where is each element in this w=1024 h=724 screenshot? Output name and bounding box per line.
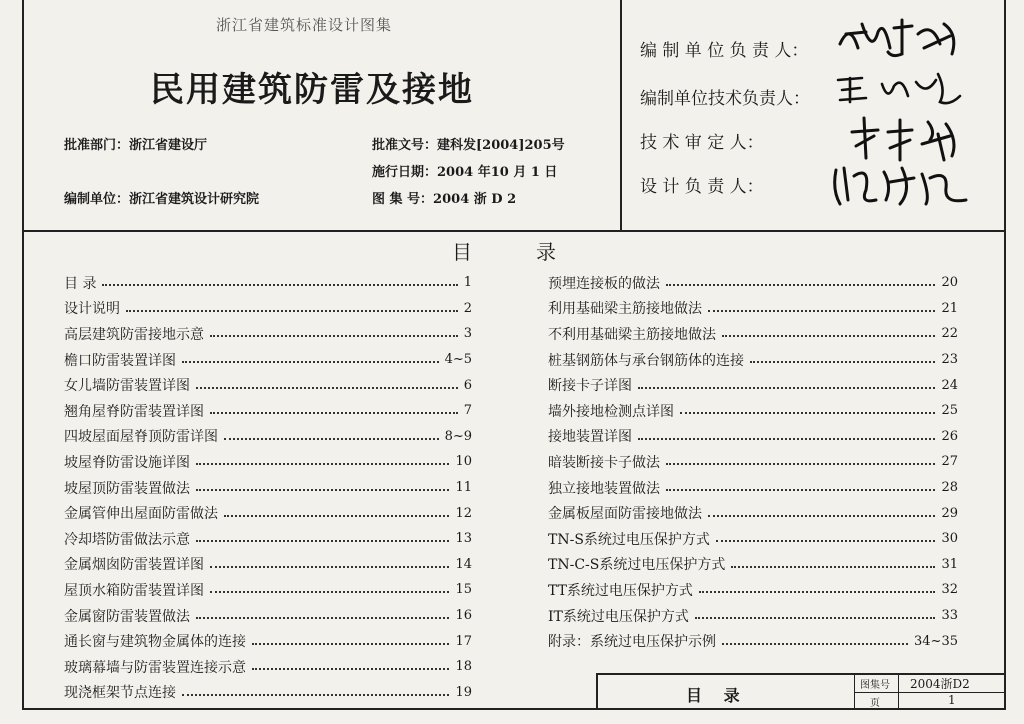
toc-leader [722, 642, 908, 645]
toc-label: 暗装断接卡子做法 [548, 454, 660, 471]
toc-label: 坡屋顶防雷装置做法 [64, 480, 190, 497]
toc-item[interactable] [64, 270, 472, 296]
toc-item[interactable] [64, 321, 472, 347]
toc-item[interactable] [548, 603, 958, 629]
toc-page: 17 [455, 633, 472, 649]
toc-leader [708, 309, 935, 312]
toc-item[interactable] [64, 603, 472, 629]
header-divider-horizontal [22, 230, 1006, 232]
toc-label: 坡屋脊防雷设施详图 [64, 454, 190, 471]
header-divider-vertical [620, 0, 622, 232]
toc-leader [731, 565, 935, 568]
toc-page: 8~9 [444, 428, 472, 444]
toc-page: 30 [941, 531, 958, 547]
toc-leader [750, 360, 935, 363]
toc-leader [224, 514, 449, 517]
toc-page: 1 [463, 275, 472, 291]
toc-label: 金属板屋面防雷接地做法 [548, 506, 702, 523]
toc-label: 四坡屋面屋脊顶防雷详图 [64, 429, 218, 446]
resp-row-tech-head [640, 84, 830, 109]
toc-item[interactable] [548, 347, 958, 373]
toc-page: 20 [941, 275, 958, 291]
title-block [596, 673, 1006, 710]
toc-item[interactable] [548, 475, 958, 501]
toc-item[interactable] [64, 680, 472, 706]
toc-item[interactable] [548, 321, 958, 347]
toc-label: 现浇框架节点连接 [64, 685, 176, 702]
toc-item[interactable] [64, 526, 472, 552]
toc-page: 10 [455, 454, 472, 470]
toc-label: 翘角屋脊防雷装置详图 [64, 403, 204, 420]
toc-leader [680, 411, 935, 414]
toc-leader [708, 514, 935, 517]
toc-page: 26 [941, 428, 958, 444]
toc-leader [196, 386, 458, 389]
toc-leader [252, 667, 449, 670]
title-block-name: 目 录 [686, 686, 748, 705]
toc-item[interactable] [64, 654, 472, 680]
toc-label: 金属窗防雷装置做法 [64, 608, 190, 625]
toc-leader [182, 693, 449, 696]
toc-item[interactable] [548, 628, 958, 654]
toc-item[interactable] [64, 372, 472, 398]
toc-leader [638, 437, 935, 440]
main-title: 民用建筑防雷及接地 [150, 70, 474, 110]
toc-label: 屋顶水箱防雷装置详图 [64, 582, 204, 599]
toc-label: TN-S系统过电压保护方式 [548, 531, 710, 548]
toc-label: 断接卡子详图 [548, 378, 632, 395]
toc-item[interactable] [64, 449, 472, 475]
toc-page: 24 [941, 377, 958, 393]
toc-item[interactable] [548, 296, 958, 322]
resp-row-reviewer [640, 128, 830, 153]
resp-row-unit-head [640, 36, 830, 61]
toc-label: 不利用基础梁主筋接地做法 [548, 326, 716, 343]
resp-label: 技 术 审 定 人： [640, 133, 764, 153]
toc-label: TN-C-S系统过电压保护方式 [548, 557, 726, 574]
title-block-divider [854, 692, 1006, 693]
toc-leader [699, 590, 936, 593]
toc-label: 冷却塔防雷做法示意 [64, 531, 190, 548]
toc-leader [638, 386, 935, 389]
toc-page: 11 [455, 480, 472, 496]
toc-label: 玻璃幕墙与防雷装置连接示意 [64, 659, 246, 676]
toc-label: 接地装置详图 [548, 429, 632, 446]
toc-item[interactable] [548, 577, 958, 603]
title-block-page-label: 页 [870, 698, 880, 709]
signature-designer [830, 160, 980, 210]
toc-page: 34~35 [914, 633, 958, 649]
toc-label: 墙外接地检测点详图 [548, 403, 674, 420]
toc-page: 19 [455, 684, 472, 700]
toc-page: 16 [455, 608, 472, 624]
toc-page: 28 [941, 480, 958, 496]
toc-leader [695, 616, 936, 619]
toc-label: 通长窗与建筑物金属体的连接 [64, 634, 246, 651]
toc-item[interactable] [64, 475, 472, 501]
toc-leader [196, 488, 449, 491]
toc-item[interactable] [64, 552, 472, 578]
signature-unit-head [832, 14, 972, 66]
toc-label: 桩基钢筋体与承台钢筋体的连接 [548, 352, 744, 369]
toc-page: 2 [463, 300, 472, 316]
toc-page: 4~5 [444, 352, 472, 368]
toc-label: 独立接地装置做法 [548, 480, 660, 497]
toc-leader [224, 437, 439, 440]
toc-item[interactable] [548, 449, 958, 475]
toc-label: 利用基础梁主筋接地做法 [548, 301, 702, 318]
collection-title: 浙江省建筑标准设计图集 [216, 16, 393, 34]
toc-label: 女儿墙防雷装置详图 [64, 378, 190, 395]
toc-leader [666, 462, 935, 465]
toc-page: 27 [941, 454, 958, 470]
toc-leader [666, 283, 935, 286]
title-block-atlas-value: 2004浙D2 [910, 677, 970, 691]
toc-leader [210, 334, 458, 337]
toc-item[interactable] [548, 398, 958, 424]
toc-item[interactable] [548, 372, 958, 398]
toc-leader [716, 539, 936, 542]
toc-page: 13 [455, 531, 472, 547]
toc-label: IT系统过电压保护方式 [548, 608, 689, 625]
toc-page: 3 [463, 326, 472, 342]
title-block-atlas-label: 图集号 [860, 680, 890, 691]
title-block-page-value: 1 [948, 693, 956, 707]
toc-right-column [548, 270, 958, 654]
toc-item[interactable] [548, 424, 958, 450]
toc-page: 25 [941, 403, 958, 419]
toc-label: 目 录 [64, 275, 97, 292]
toc-item[interactable] [64, 577, 472, 603]
toc-item[interactable] [548, 500, 958, 526]
toc-leader [196, 539, 449, 542]
toc-leader [210, 565, 449, 568]
toc-page: 23 [941, 352, 958, 368]
toc-page: 33 [941, 608, 958, 624]
toc-page: 14 [455, 556, 472, 572]
compile-unit: 编制单位：浙江省建筑设计研究院 [64, 192, 260, 207]
toc-label: 附录：系统过电压保护示例 [548, 634, 716, 651]
signature-tech-head [832, 66, 972, 110]
resp-label: 编 制 单 位 负 责 人： [640, 41, 809, 61]
toc-item[interactable] [64, 424, 472, 450]
effective-date: 施行日期：2004 年10 月 1 日 [372, 165, 558, 180]
toc-leader [252, 642, 449, 645]
approval-dept: 批准部门：浙江省建设厅 [64, 138, 208, 153]
toc-page: 31 [941, 556, 958, 572]
toc-leader [102, 283, 457, 286]
toc-leader [722, 334, 935, 337]
toc-page: 29 [941, 505, 958, 521]
toc-item[interactable] [64, 398, 472, 424]
approval-doc: 批准文号：建科发[2004]205号 [372, 138, 565, 153]
toc-page: 15 [455, 582, 472, 598]
toc-label: 预埋连接板的做法 [548, 275, 660, 292]
resp-row-designer [640, 172, 830, 197]
toc-page: 7 [463, 403, 472, 419]
toc-label: 高层建筑防雷接地示意 [64, 326, 204, 343]
toc-item[interactable] [548, 270, 958, 296]
toc-label: 檐口防雷装置详图 [64, 352, 176, 369]
toc-item[interactable] [64, 500, 472, 526]
toc-page: 21 [941, 300, 958, 316]
toc-leader [126, 309, 458, 312]
toc-page: 32 [941, 582, 958, 598]
resp-label: 设 计 负 责 人： [640, 177, 764, 197]
toc-label: TT系统过电压保护方式 [548, 582, 693, 599]
signature-reviewer [848, 114, 978, 164]
toc-title: 目录 [452, 240, 620, 264]
resp-label: 编制单位技术负责人： [640, 89, 810, 109]
toc-page: 6 [463, 377, 472, 393]
atlas-number: 图 集 号：2004 浙 D 2 [372, 192, 517, 207]
toc-leader [210, 411, 458, 414]
toc-item[interactable] [64, 296, 472, 322]
toc-leader [196, 616, 449, 619]
toc-leader [210, 590, 449, 593]
toc-item[interactable] [548, 552, 958, 578]
toc-label: 金属管伸出屋面防雷做法 [64, 506, 218, 523]
toc-page: 12 [455, 505, 472, 521]
toc-item[interactable] [64, 628, 472, 654]
toc-item[interactable] [548, 526, 958, 552]
toc-left-column [64, 270, 472, 705]
toc-leader [666, 488, 935, 491]
toc-leader [196, 462, 449, 465]
toc-label: 金属烟囱防雷装置详图 [64, 557, 204, 574]
toc-page: 18 [455, 659, 472, 675]
toc-label: 设计说明 [64, 301, 120, 318]
toc-page: 22 [941, 326, 958, 342]
toc-item[interactable] [64, 347, 472, 373]
toc-leader [182, 360, 439, 363]
